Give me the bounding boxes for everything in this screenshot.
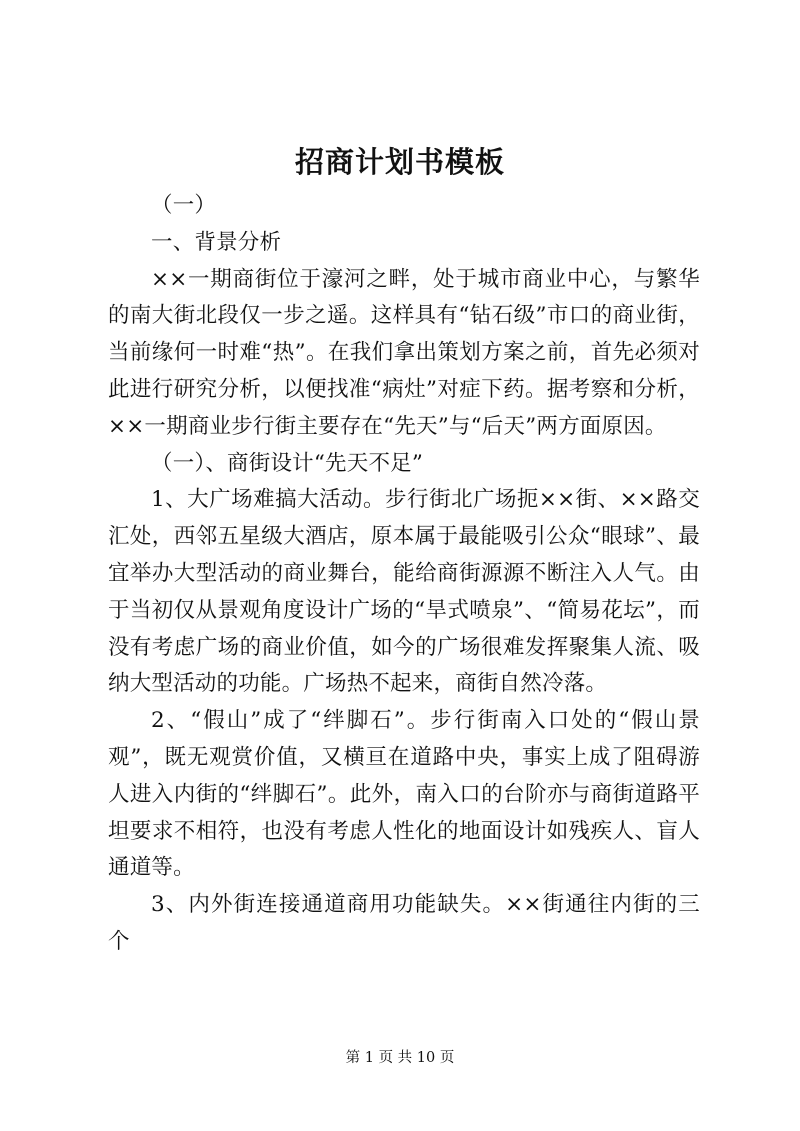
document-body <box>108 188 700 961</box>
paragraph-item-1: 1、大广场难搞大活动。步行街北广场扼××街、××路交汇处，西邻五星级大酒店，原本属于最能吸引公众“眼球”、最宜举办大型活动的商业舞台，能给商街源源不断注入人气。由于当初仅从景观角度设计广场的“旱式喷泉”、“简易花坛”，而没有考虑广场的商业价值，如今的广场很难发挥聚集人流、吸纳大型活动的功能。广场热不起来，商街自然冷落。 <box>108 487 700 697</box>
paragraph-item-2: 2、“假山”成了“绊脚石”。步行街南入口处的“假山景观”，既无观赏价值，又横亘在道路中央，事实上成了阻碍游人进入内街的“绊脚石”。此外，南入口的台阶亦与商街道路平坦要求不相符，也没有考虑人性化的地面设计如残疾人、盲人通道等。 <box>108 708 700 881</box>
paragraph-item-3: 3、内外街连接通道商用功能缺失。××街通往内街的三个 <box>108 892 700 954</box>
paragraph-overview: ××一期商街位于濠河之畔，处于城市商业中心，与繁华的南大街北段仅一步之遥。这样具有“钻石级”市口的商业街，当前缘何一时难“热”。在我们拿出策划方案之前，首先必须对此进行研究分析，以便找准“病灶”对症下药。据考察和分析，××一期商业步行街主要存在“先天”与“后天”两方面原因。 <box>108 266 700 439</box>
section-number: （一） <box>151 193 217 218</box>
subheading-design-issues: （一）、商街设计“先天不足” <box>151 450 424 476</box>
document-title: 招商计划书模板 <box>294 145 505 179</box>
heading-background-analysis: 一、背景分析 <box>151 229 282 255</box>
page-footer: 第 1 页 共 10 页 <box>345 1050 455 1066</box>
